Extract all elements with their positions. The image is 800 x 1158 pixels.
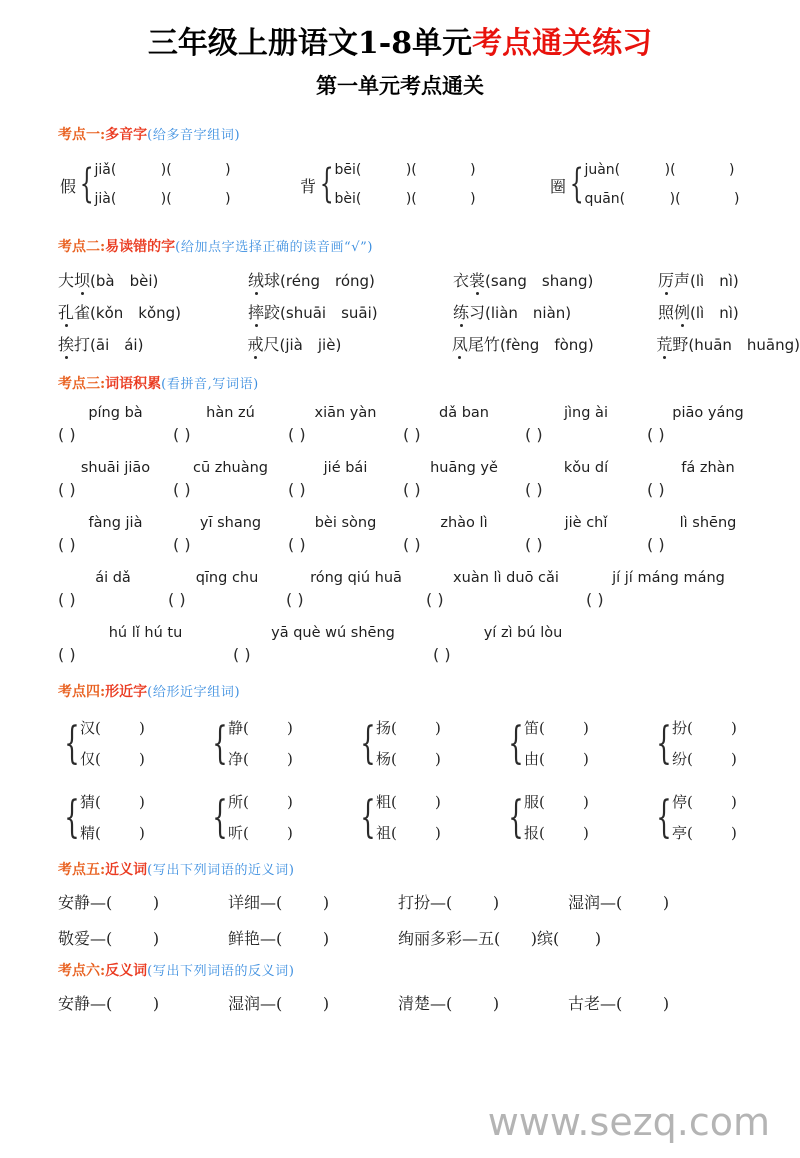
similar-char-bottom[interactable]: 祖( ) <box>376 824 441 842</box>
pinyin-word-item[interactable] <box>58 568 168 612</box>
pinyin-word-item[interactable] <box>58 513 173 557</box>
section-colon-4: : <box>100 684 106 700</box>
pronunciation-choices[interactable]: (kǒn kǒng) <box>90 304 181 322</box>
section-heading-3 <box>0 375 800 391</box>
pinyin-text: hú lǐ hú tu <box>108 625 183 641</box>
misread-item[interactable] <box>58 332 247 355</box>
synonym-block <box>0 890 800 949</box>
section-hint-4: (给形近字组词) <box>147 685 241 700</box>
answer-blank[interactable]: ( ) <box>288 425 306 444</box>
similar-char-top[interactable]: 汉( ) <box>80 719 145 737</box>
synonym-row <box>58 890 800 913</box>
pinyin-text: yā què wú shēng <box>271 625 395 641</box>
pinyin-text: fá zhàn <box>681 460 735 476</box>
dot-mark-char: 戒 <box>247 332 263 355</box>
answer-blank[interactable]: ( ) <box>403 535 421 554</box>
section-topic-6: 反义词 <box>105 963 148 979</box>
pinyin-row <box>58 623 800 667</box>
brace-icon: { <box>64 717 80 769</box>
pinyin-word-item[interactable] <box>647 458 769 502</box>
synonym-item[interactable]: 湿润—( ) <box>568 893 670 912</box>
pronunciation-choices[interactable]: (āi ái) <box>90 336 144 354</box>
brace-icon: { <box>64 791 80 843</box>
polyphone-line-top[interactable]: jiǎ( )( ) <box>94 162 231 178</box>
answer-blank[interactable]: ( ) <box>647 535 665 554</box>
pinyin-text: shuāi jiāo <box>80 460 151 476</box>
similar-char-group <box>58 787 206 849</box>
page-title <box>0 0 800 62</box>
pinyin-word-item[interactable] <box>58 403 173 447</box>
pinyin-text: qīng chu <box>195 570 259 586</box>
dot-mark-char: 摔 <box>248 300 264 323</box>
section-polyphone <box>0 126 800 214</box>
brace-icon: { <box>360 717 376 769</box>
synonym-item[interactable]: 敬爱—( ) <box>58 929 160 948</box>
dot-mark-char: 凤 <box>452 332 468 355</box>
antonym-row <box>58 991 800 1014</box>
answer-blank[interactable]: ( ) <box>433 645 451 664</box>
brace-icon: { <box>319 161 334 208</box>
section-label-6: 考点六 <box>58 963 100 979</box>
polyphone-group <box>550 156 739 214</box>
answer-blank[interactable]: ( ) <box>288 480 306 499</box>
pinyin-text: píng bà <box>88 405 143 421</box>
dot-mark-char: 孔 <box>58 300 74 323</box>
antonym-item[interactable]: 安静—( ) <box>58 994 160 1013</box>
answer-blank[interactable]: ( ) <box>233 645 251 664</box>
misread-item[interactable] <box>658 300 739 323</box>
polyphone-line-top[interactable]: juàn( )( ) <box>584 162 735 178</box>
brace-icon: { <box>79 161 94 208</box>
section-colon-1: : <box>100 127 106 143</box>
misread-word: 照例 <box>658 303 690 322</box>
similar-char-bottom[interactable]: 净( ) <box>228 750 293 768</box>
polyphone-char: 背 <box>300 176 317 196</box>
section-hint-5: (写出下列词语的近义词) <box>147 863 295 878</box>
brace-icon: { <box>212 717 228 769</box>
section-vocab <box>0 375 800 667</box>
similar-char-bottom[interactable]: 纷( ) <box>672 750 737 768</box>
pinyin-word-item[interactable] <box>173 458 288 502</box>
similar-char-group <box>502 713 650 775</box>
section-similar <box>0 683 800 849</box>
similar-char-group <box>502 787 650 849</box>
pinyin-row <box>58 568 800 612</box>
misread-item[interactable] <box>658 268 739 291</box>
misread-table <box>0 268 800 355</box>
pinyin-word-item[interactable] <box>647 403 769 447</box>
pinyin-text: yī shang <box>199 515 262 531</box>
section-topic-3: 词语积累 <box>105 376 162 392</box>
polyphone-group <box>300 156 550 214</box>
pinyin-text: yí zì bú lòu <box>483 625 563 641</box>
pinyin-text: xuàn lì duō cǎi <box>453 570 559 586</box>
polyphone-char: 假 <box>60 176 77 196</box>
similar-char-group <box>206 713 354 775</box>
misread-word: 厉声 <box>658 271 690 290</box>
answer-blank[interactable]: ( ) <box>426 590 444 609</box>
dot-mark-char: 荒 <box>656 332 672 355</box>
answer-blank[interactable]: ( ) <box>58 645 76 664</box>
pinyin-word-item[interactable] <box>525 403 647 447</box>
pinyin-text: jìng ài <box>564 405 608 421</box>
pinyin-text: dǎ ban <box>439 405 489 421</box>
section-heading-5 <box>0 861 800 877</box>
pinyin-text: jí jí máng máng <box>612 570 725 586</box>
pinyin-word-item[interactable] <box>286 568 426 612</box>
section-heading-2 <box>0 238 800 254</box>
answer-blank[interactable]: ( ) <box>647 480 665 499</box>
pinyin-word-item[interactable] <box>288 403 403 447</box>
pinyin-word-item[interactable] <box>586 568 751 612</box>
synonym-item[interactable]: 安静—( ) <box>58 893 160 912</box>
misread-word: 凤尾竹 <box>452 335 500 354</box>
synonym-row <box>58 926 800 949</box>
pinyin-word-item[interactable] <box>173 513 288 557</box>
pronunciation-choices[interactable]: (lì nì) <box>690 272 739 290</box>
answer-blank[interactable]: ( ) <box>525 535 543 554</box>
pinyin-word-item[interactable] <box>647 513 769 557</box>
misread-row <box>58 332 800 355</box>
brace-icon: { <box>212 791 228 843</box>
site-watermark: www.sezq.com <box>487 1100 770 1144</box>
dot-mark-char: 坝 <box>74 268 90 291</box>
pronunciation-choices[interactable]: (jià jiè) <box>279 336 342 354</box>
pinyin-text: piāo yáng <box>672 405 744 421</box>
similar-char-block <box>0 713 800 849</box>
misread-item[interactable] <box>453 268 658 291</box>
similar-char-top[interactable]: 猜( ) <box>80 793 145 811</box>
answer-blank[interactable]: ( ) <box>173 425 191 444</box>
section-colon-3: : <box>100 376 106 392</box>
section-topic-4: 形近字 <box>105 684 148 700</box>
similar-char-bottom[interactable]: 亭( ) <box>672 824 737 842</box>
answer-blank[interactable]: ( ) <box>403 480 421 499</box>
similar-char-top[interactable]: 扮( ) <box>672 719 737 737</box>
dot-mark-char: 挨 <box>58 332 74 355</box>
brace-icon: { <box>656 791 672 843</box>
pinyin-row <box>58 403 800 447</box>
polyphone-line-bottom[interactable]: jià( )( ) <box>94 191 231 207</box>
section-misread <box>0 238 800 355</box>
pinyin-text: xiān yàn <box>314 405 377 421</box>
pinyin-text: lì shēng <box>679 515 737 531</box>
pinyin-word-block <box>0 403 800 667</box>
answer-blank[interactable]: ( ) <box>403 425 421 444</box>
pinyin-word-item[interactable] <box>426 568 586 612</box>
dot-mark-char: 绒 <box>248 268 264 291</box>
answer-blank[interactable]: ( ) <box>525 425 543 444</box>
section-heading-6 <box>0 962 800 978</box>
pronunciation-choices[interactable]: (sang shang) <box>485 272 594 290</box>
pinyin-word-item[interactable] <box>525 513 647 557</box>
section-colon-2: : <box>100 239 106 255</box>
section-topic-5: 近义词 <box>105 862 148 878</box>
answer-blank[interactable]: ( ) <box>168 590 186 609</box>
pinyin-word-item[interactable] <box>288 458 403 502</box>
misread-row <box>58 268 800 291</box>
section-synonyms <box>0 861 800 949</box>
similar-char-group <box>206 787 354 849</box>
antonym-item[interactable]: 清楚—( ) <box>398 994 500 1013</box>
dot-mark-char: 厉 <box>658 268 674 291</box>
page-title-red: 考点通关练习 <box>472 26 653 61</box>
answer-blank[interactable]: ( ) <box>586 590 604 609</box>
similar-char-group <box>58 713 206 775</box>
similar-char-bottom[interactable]: 精( ) <box>80 824 145 842</box>
brace-icon: { <box>569 161 584 208</box>
polyphone-row <box>0 156 800 214</box>
similar-char-group <box>650 713 798 775</box>
pinyin-word-item[interactable] <box>525 458 647 502</box>
pinyin-word-item[interactable] <box>433 623 613 667</box>
pinyin-text: zhào lì <box>440 515 488 531</box>
pinyin-text: fàng jià <box>88 515 143 531</box>
answer-blank[interactable]: ( ) <box>525 480 543 499</box>
synonym-item[interactable]: 详细—( ) <box>228 893 330 912</box>
misread-item[interactable] <box>453 300 658 323</box>
pinyin-text: róng qiú huā <box>310 570 402 586</box>
pinyin-text: huāng yě <box>430 460 498 476</box>
section-hint-6: (写出下列词语的反义词) <box>147 964 295 979</box>
similar-char-top[interactable]: 笛( ) <box>524 719 589 737</box>
misread-word: 绒球 <box>248 271 280 290</box>
section-topic-2: 易读错的字 <box>105 239 176 255</box>
antonym-block <box>0 991 800 1014</box>
misread-word: 衣裳 <box>453 271 485 290</box>
misread-word: 戒尺 <box>247 335 279 354</box>
answer-blank[interactable]: ( ) <box>58 535 76 554</box>
pinyin-word-item[interactable] <box>173 403 288 447</box>
pinyin-row <box>58 513 800 557</box>
section-label-4: 考点四 <box>58 684 100 700</box>
section-label-3: 考点三 <box>58 376 100 392</box>
pinyin-word-item[interactable] <box>58 623 233 667</box>
misread-item[interactable] <box>452 332 656 355</box>
pinyin-text: jié bái <box>323 460 368 476</box>
pinyin-word-item[interactable] <box>403 513 525 557</box>
section-hint-2: (给加点字选择正确的读音画“√”) <box>175 240 374 255</box>
pinyin-text: cū zhuàng <box>192 460 269 476</box>
similar-char-bottom[interactable]: 由( ) <box>524 750 589 768</box>
section-label-1: 考点一 <box>58 127 100 143</box>
antonym-item[interactable]: 湿润—( ) <box>228 994 330 1013</box>
similar-char-top[interactable]: 停( ) <box>672 793 737 811</box>
polyphone-line-top[interactable]: bēi( )( ) <box>334 162 476 178</box>
section-topic-1: 多音字 <box>105 127 148 143</box>
synonym-item[interactable]: 鲜艳—( ) <box>228 929 330 948</box>
pinyin-word-item[interactable] <box>403 458 525 502</box>
brace-icon: { <box>508 717 524 769</box>
similar-char-row <box>58 713 800 775</box>
misread-item[interactable] <box>248 300 453 323</box>
similar-char-top[interactable]: 服( ) <box>524 793 589 811</box>
section-hint-1: (给多音字组词) <box>147 128 241 143</box>
similar-char-top[interactable]: 所( ) <box>228 793 293 811</box>
misread-item[interactable] <box>58 268 248 291</box>
misread-row <box>58 300 800 323</box>
pronunciation-choices[interactable]: (huān huāng) <box>688 336 800 354</box>
misread-word: 大坝 <box>58 271 90 290</box>
misread-word: 孔雀 <box>58 303 90 322</box>
similar-char-bottom[interactable]: 听( ) <box>228 824 293 842</box>
similar-char-group <box>354 713 502 775</box>
brace-icon: { <box>360 791 376 843</box>
pinyin-row <box>58 458 800 502</box>
page-title-black: 三年级上册语文1-8单元 <box>147 26 473 61</box>
answer-blank[interactable]: ( ) <box>288 535 306 554</box>
pinyin-text: ái dǎ <box>95 570 131 586</box>
misread-word: 摔跤 <box>248 303 280 322</box>
similar-char-group <box>354 787 502 849</box>
answer-blank[interactable]: ( ) <box>58 425 76 444</box>
pronunciation-choices[interactable]: (lì nì) <box>690 304 739 322</box>
misread-word: 练习 <box>453 303 485 322</box>
section-colon-5: : <box>100 862 106 878</box>
section-heading-1 <box>0 126 800 142</box>
synonym-item[interactable]: 打扮—( ) <box>398 893 500 912</box>
polyphone-group <box>60 156 300 214</box>
pinyin-text: bèi sòng <box>314 515 377 531</box>
pinyin-word-item[interactable] <box>58 458 173 502</box>
pinyin-word-item[interactable] <box>168 568 286 612</box>
polyphone-line-bottom[interactable]: quān( )( ) <box>584 191 740 207</box>
similar-char-bottom[interactable]: 仅( ) <box>80 750 145 768</box>
similar-char-top[interactable]: 扬( ) <box>376 719 441 737</box>
polyphone-line-bottom[interactable]: bèi( )( ) <box>334 191 476 207</box>
similar-char-group <box>650 787 798 849</box>
dot-mark-char: 练 <box>453 300 469 323</box>
section-heading-4 <box>0 683 800 699</box>
pinyin-word-item[interactable] <box>288 513 403 557</box>
pronunciation-choices[interactable]: (bà bèi) <box>90 272 159 290</box>
section-label-2: 考点二 <box>58 239 100 255</box>
misread-item[interactable] <box>248 268 453 291</box>
brace-icon: { <box>508 791 524 843</box>
misread-item[interactable] <box>656 332 800 355</box>
misread-item[interactable] <box>247 332 451 355</box>
pronunciation-choices[interactable]: (liàn niàn) <box>485 304 572 322</box>
pinyin-word-item[interactable] <box>403 403 525 447</box>
answer-blank[interactable]: ( ) <box>173 535 191 554</box>
antonym-item[interactable]: 古老—( ) <box>568 994 670 1013</box>
answer-blank[interactable]: ( ) <box>58 480 76 499</box>
section-label-5: 考点五 <box>58 862 100 878</box>
answer-blank[interactable]: ( ) <box>58 590 76 609</box>
misread-word: 荒野 <box>656 335 688 354</box>
pronunciation-choices[interactable]: (réng róng) <box>280 272 375 290</box>
pinyin-word-item[interactable] <box>233 623 433 667</box>
synonym-item[interactable]: 绚丽多彩—五( )缤( ) <box>398 929 602 948</box>
answer-blank[interactable]: ( ) <box>173 480 191 499</box>
similar-char-top[interactable]: 静( ) <box>228 719 293 737</box>
pinyin-text: jiè chǐ <box>564 515 608 531</box>
pronunciation-choices[interactable]: (shuāi suāi) <box>280 304 378 322</box>
similar-char-top[interactable]: 粗( ) <box>376 793 441 811</box>
dot-mark-char: 例 <box>674 300 690 323</box>
answer-blank[interactable]: ( ) <box>286 590 304 609</box>
similar-char-bottom[interactable]: 杨( ) <box>376 750 441 768</box>
section-colon-6: : <box>100 963 106 979</box>
pinyin-text: kǒu dí <box>563 460 609 476</box>
page-subtitle: 第一单元考点通关 <box>316 73 484 98</box>
section-antonyms <box>0 962 800 1014</box>
similar-char-bottom[interactable]: 报( ) <box>524 824 589 842</box>
misread-word: 挨打 <box>58 335 90 354</box>
section-hint-3: (看拼音,写词语) <box>161 377 259 392</box>
dot-mark-char: 裳 <box>469 268 485 291</box>
answer-blank[interactable]: ( ) <box>647 425 665 444</box>
misread-item[interactable] <box>58 300 248 323</box>
polyphone-char: 圈 <box>550 176 567 196</box>
brace-icon: { <box>656 717 672 769</box>
pronunciation-choices[interactable]: (fèng fòng) <box>499 336 594 354</box>
pinyin-text: hàn zú <box>206 405 255 421</box>
similar-char-row <box>58 787 800 849</box>
